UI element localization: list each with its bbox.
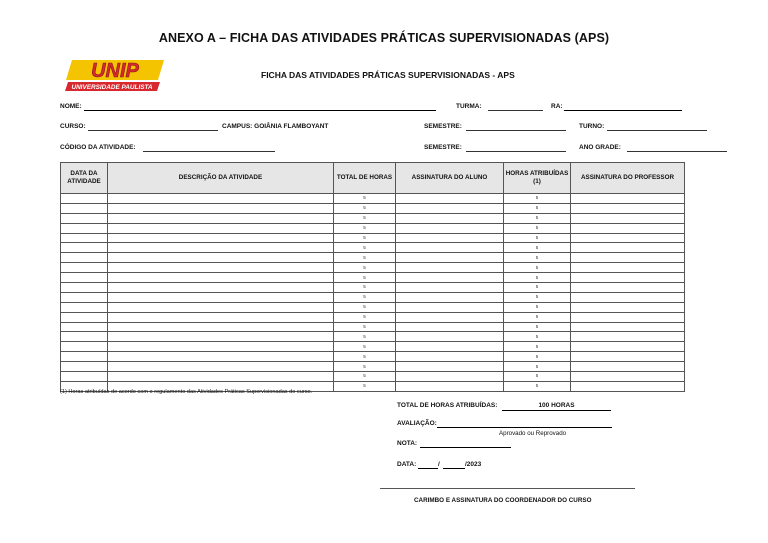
cell-assinatura-professor[interactable] — [571, 292, 685, 302]
avaliacao-hint: Aprovado ou Reprovado — [499, 430, 567, 437]
cell-descricao[interactable] — [108, 352, 334, 362]
nota-field[interactable] — [420, 447, 511, 448]
cell-assinatura-aluno[interactable] — [396, 253, 504, 263]
cell-assinatura-professor[interactable] — [571, 322, 685, 332]
table-row — [61, 352, 685, 362]
cell-assinatura-professor[interactable] — [571, 381, 685, 391]
semestre-label-1: SEMESTRE: — [424, 123, 462, 130]
cell-assinatura-professor[interactable] — [571, 194, 685, 204]
cell-descricao[interactable] — [108, 223, 334, 233]
nota-label: NOTA: — [397, 440, 418, 447]
table-row — [61, 223, 685, 233]
svg-text:UNIVERSIDADE PAULISTA: UNIVERSIDADE PAULISTA — [71, 84, 153, 92]
cell-assinatura-professor[interactable] — [571, 243, 685, 253]
cell-horas-atribuidas[interactable]: 5 — [504, 352, 571, 362]
cell-descricao[interactable] — [108, 312, 334, 322]
cell-data[interactable] — [61, 322, 108, 332]
unip-logo — [64, 58, 168, 92]
nome-label: NOME: — [60, 103, 82, 110]
table-row — [61, 263, 685, 273]
cell-data[interactable] — [61, 362, 108, 372]
signature-label: CARIMBO E ASSINATURA DO COORDENADOR DO CURSO — [414, 497, 592, 504]
cell-descricao[interactable] — [108, 253, 334, 263]
cell-assinatura-professor[interactable] — [571, 273, 685, 283]
curso-field[interactable] — [88, 130, 218, 131]
cell-descricao[interactable] — [108, 213, 334, 223]
activities-table — [60, 162, 685, 392]
footnote: (1) Horas atribuídas de acordo com o regulamento das Atividades Práticas Supervisionadas do curso. — [60, 389, 313, 395]
semestre-label-2: SEMESTRE: — [424, 144, 462, 151]
cell-assinatura-professor[interactable] — [571, 302, 685, 312]
table-row — [61, 342, 685, 352]
cell-horas-atribuidas[interactable]: 5 — [504, 253, 571, 263]
cell-descricao[interactable] — [108, 273, 334, 283]
cell-data[interactable] — [61, 194, 108, 204]
cell-assinatura-aluno[interactable] — [396, 203, 504, 213]
cell-assinatura-aluno[interactable] — [396, 292, 504, 302]
cell-data[interactable] — [61, 292, 108, 302]
cell-descricao[interactable] — [108, 332, 334, 342]
cell-assinatura-aluno[interactable] — [396, 381, 504, 391]
cell-total-horas[interactable]: 5 — [334, 194, 396, 204]
cell-assinatura-professor[interactable] — [571, 203, 685, 213]
cell-assinatura-aluno[interactable] — [396, 322, 504, 332]
cell-total-horas[interactable]: 5 — [334, 213, 396, 223]
cell-horas-atribuidas[interactable]: 5 — [504, 194, 571, 204]
cell-assinatura-aluno[interactable] — [396, 283, 504, 293]
turno-field[interactable] — [607, 130, 707, 131]
cell-data[interactable] — [61, 342, 108, 352]
cell-assinatura-aluno[interactable] — [396, 263, 504, 273]
col-header-total-horas: TOTAL DE HORAS — [334, 163, 396, 194]
cell-horas-atribuidas[interactable]: 5 — [504, 243, 571, 253]
cell-assinatura-professor[interactable] — [571, 283, 685, 293]
campus-label: CAMPUS: GOIÂNIA FLAMBOYANT — [222, 123, 329, 130]
turma-label: TURMA: — [456, 103, 482, 110]
cell-total-horas[interactable]: 5 — [334, 292, 396, 302]
cell-horas-atribuidas[interactable]: 5 — [504, 223, 571, 233]
ano-grade-label: ANO GRADE: — [579, 144, 621, 151]
cell-total-horas[interactable]: 5 — [334, 302, 396, 312]
cell-horas-atribuidas[interactable]: 5 — [504, 372, 571, 382]
cell-assinatura-aluno[interactable] — [396, 213, 504, 223]
data-year: /2023 — [465, 461, 482, 468]
data-separator: / — [438, 461, 440, 468]
cell-total-horas[interactable]: 5 — [334, 283, 396, 293]
cell-assinatura-aluno[interactable] — [396, 312, 504, 322]
col-header-data: DATA DA ATIVIDADE — [61, 163, 108, 194]
cell-descricao[interactable] — [108, 283, 334, 293]
cell-horas-atribuidas[interactable]: 5 — [504, 263, 571, 273]
cell-assinatura-professor[interactable] — [571, 372, 685, 382]
cell-data[interactable] — [61, 352, 108, 362]
cell-assinatura-aluno[interactable] — [396, 243, 504, 253]
table-row — [61, 203, 685, 213]
form-subtitle: FICHA DAS ATIVIDADES PRÁTICAS SUPERVISIONADAS - APS — [261, 70, 515, 80]
cell-data[interactable] — [61, 253, 108, 263]
ra-label: RA: — [551, 103, 563, 110]
table-row — [61, 372, 685, 382]
cell-total-horas[interactable]: 5 — [334, 223, 396, 233]
cell-total-horas[interactable]: 5 — [334, 332, 396, 342]
cell-total-horas[interactable]: 5 — [334, 381, 396, 391]
cell-assinatura-professor[interactable] — [571, 362, 685, 372]
cell-data[interactable] — [61, 243, 108, 253]
cell-data[interactable] — [61, 233, 108, 243]
cell-data[interactable] — [61, 223, 108, 233]
cell-assinatura-aluno[interactable] — [396, 362, 504, 372]
cell-descricao[interactable] — [108, 342, 334, 352]
cell-descricao[interactable] — [108, 322, 334, 332]
cell-total-horas[interactable]: 5 — [334, 243, 396, 253]
cell-assinatura-aluno[interactable] — [396, 352, 504, 362]
cell-assinatura-professor[interactable] — [571, 342, 685, 352]
cell-assinatura-professor[interactable] — [571, 213, 685, 223]
cell-total-horas[interactable]: 5 — [334, 273, 396, 283]
curso-label: CURSO: — [60, 123, 86, 130]
table-row — [61, 302, 685, 312]
cell-total-horas[interactable]: 5 — [334, 233, 396, 243]
col-header-assinatura-professor: ASSINATURA DO PROFESSOR — [571, 163, 685, 194]
ano-grade-field[interactable] — [627, 151, 727, 152]
col-header-descricao: DESCRIÇÃO DA ATIVIDADE — [108, 163, 334, 194]
nome-field[interactable] — [84, 110, 436, 111]
cell-assinatura-professor[interactable] — [571, 233, 685, 243]
cell-data[interactable] — [61, 283, 108, 293]
signature-line[interactable] — [380, 488, 635, 489]
cell-data[interactable] — [61, 263, 108, 273]
cell-data[interactable] — [61, 302, 108, 312]
cell-horas-atribuidas[interactable]: 5 — [504, 203, 571, 213]
cell-descricao[interactable] — [108, 233, 334, 243]
cell-assinatura-aluno[interactable] — [396, 223, 504, 233]
cell-horas-atribuidas[interactable]: 5 — [504, 342, 571, 352]
cell-descricao[interactable] — [108, 292, 334, 302]
table-row — [61, 322, 685, 332]
codigo-label: CÓDIGO DA ATIVIDADE: — [60, 144, 136, 151]
avaliacao-field[interactable] — [437, 427, 612, 428]
cell-data[interactable] — [61, 312, 108, 322]
cell-assinatura-aluno[interactable] — [396, 273, 504, 283]
cell-horas-atribuidas[interactable]: 5 — [504, 322, 571, 332]
cell-assinatura-professor[interactable] — [571, 263, 685, 273]
codigo-field[interactable] — [143, 151, 275, 152]
cell-assinatura-professor[interactable] — [571, 312, 685, 322]
cell-horas-atribuidas[interactable]: 5 — [504, 381, 571, 391]
cell-descricao[interactable] — [108, 302, 334, 312]
turno-label: TURNO: — [579, 123, 605, 130]
table-row — [61, 243, 685, 253]
cell-assinatura-aluno[interactable] — [396, 372, 504, 382]
cell-total-horas[interactable]: 5 — [334, 342, 396, 352]
semestre-field-1[interactable] — [466, 130, 566, 131]
cell-data[interactable] — [61, 203, 108, 213]
table-row — [61, 292, 685, 302]
data-month-field[interactable] — [443, 468, 465, 469]
table-header-row — [61, 163, 685, 194]
total-horas-value: 100 HORAS — [502, 402, 611, 411]
cell-horas-atribuidas[interactable]: 5 — [504, 362, 571, 372]
cell-horas-atribuidas[interactable]: 5 — [504, 233, 571, 243]
cell-data[interactable] — [61, 332, 108, 342]
ra-field[interactable] — [564, 110, 682, 111]
cell-assinatura-aluno[interactable] — [396, 233, 504, 243]
col-header-horas-atribuidas: HORAS ATRIBUÍDAS (1) — [504, 163, 571, 194]
cell-total-horas[interactable]: 5 — [334, 263, 396, 273]
cell-assinatura-aluno[interactable] — [396, 302, 504, 312]
cell-assinatura-professor[interactable] — [571, 352, 685, 362]
cell-total-horas[interactable]: 5 — [334, 352, 396, 362]
data-label: DATA: — [397, 461, 417, 468]
avaliacao-label: AVALIAÇÃO: — [397, 420, 437, 427]
cell-total-horas[interactable]: 5 — [334, 372, 396, 382]
cell-horas-atribuidas[interactable]: 5 — [504, 213, 571, 223]
cell-descricao[interactable] — [108, 243, 334, 253]
page-title: ANEXO A – FICHA DAS ATIVIDADES PRÁTICAS SUPERVISIONADAS (APS) — [158, 31, 610, 45]
unip-logo-icon — [64, 58, 168, 92]
cell-data[interactable] — [61, 372, 108, 382]
cell-total-horas[interactable]: 5 — [334, 253, 396, 263]
cell-horas-atribuidas[interactable]: 5 — [504, 312, 571, 322]
svg-text:UNIP: UNIP — [91, 60, 139, 82]
cell-assinatura-professor[interactable] — [571, 253, 685, 263]
table-row — [61, 253, 685, 263]
cell-data[interactable] — [61, 213, 108, 223]
table-row — [61, 332, 685, 342]
cell-assinatura-aluno[interactable] — [396, 194, 504, 204]
cell-total-horas[interactable]: 5 — [334, 362, 396, 372]
cell-data[interactable] — [61, 273, 108, 283]
cell-descricao[interactable] — [108, 362, 334, 372]
cell-horas-atribuidas[interactable]: 5 — [504, 332, 571, 342]
table-row — [61, 312, 685, 322]
table-row — [61, 194, 685, 204]
cell-horas-atribuidas[interactable]: 5 — [504, 283, 571, 293]
turma-field[interactable] — [488, 110, 543, 111]
col-header-assinatura-aluno: ASSINATURA DO ALUNO — [396, 163, 504, 194]
total-horas-label: TOTAL DE HORAS ATRIBUÍDAS: — [397, 402, 498, 409]
table-row — [61, 362, 685, 372]
cell-descricao[interactable] — [108, 203, 334, 213]
cell-assinatura-professor[interactable] — [571, 332, 685, 342]
table-row — [61, 283, 685, 293]
cell-descricao[interactable] — [108, 194, 334, 204]
data-day-field[interactable] — [418, 468, 438, 469]
table-row — [61, 213, 685, 223]
table-row — [61, 273, 685, 283]
cell-descricao[interactable] — [108, 372, 334, 382]
cell-total-horas[interactable]: 5 — [334, 203, 396, 213]
cell-assinatura-aluno[interactable] — [396, 332, 504, 342]
table-row — [61, 233, 685, 243]
cell-descricao[interactable] — [108, 263, 334, 273]
cell-assinatura-professor[interactable] — [571, 223, 685, 233]
cell-horas-atribuidas[interactable]: 5 — [504, 273, 571, 283]
cell-horas-atribuidas[interactable]: 5 — [504, 302, 571, 312]
cell-horas-atribuidas[interactable]: 5 — [504, 292, 571, 302]
cell-assinatura-aluno[interactable] — [396, 342, 504, 352]
cell-total-horas[interactable]: 5 — [334, 322, 396, 332]
semestre-field-2[interactable] — [466, 151, 566, 152]
cell-total-horas[interactable]: 5 — [334, 312, 396, 322]
